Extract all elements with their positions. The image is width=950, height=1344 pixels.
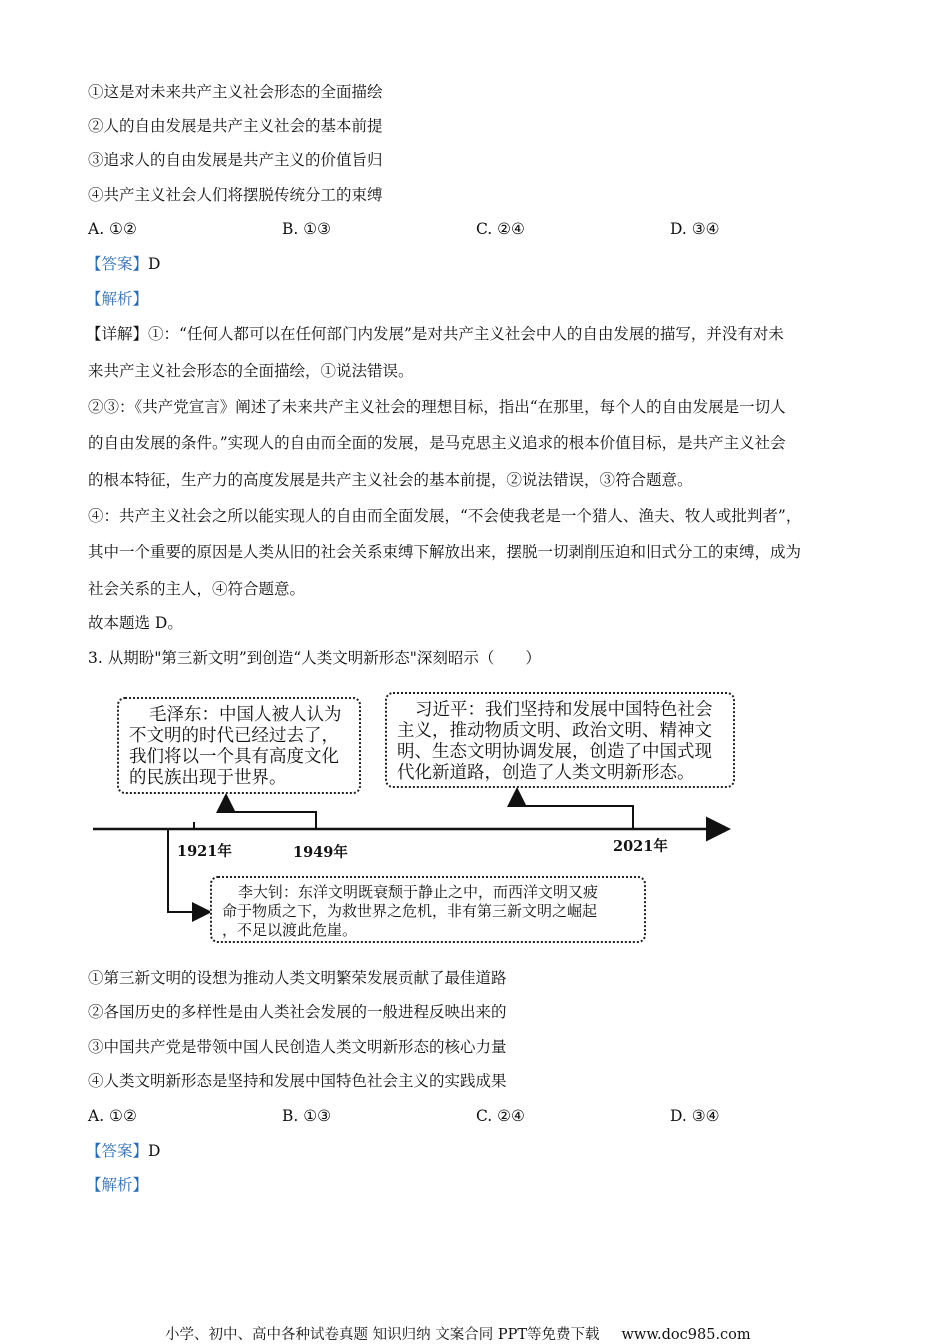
q2-conclusion: 故本题选 D。 [88, 614, 183, 632]
q2-detail-line-2: 来共产主义社会形态的全面描绘，①说法错误。 [88, 362, 414, 380]
mao-line-1: 毛泽东：中国人被人认为 [149, 705, 342, 725]
q2-statement-2: ②人的自由发展是共产主义社会的基本前提 [88, 117, 383, 135]
quote-box-mao [117, 697, 361, 794]
q2-option-b: B. ①③ [282, 220, 332, 238]
mao-line-3: 我们将以一个具有高度文化 [129, 747, 339, 767]
mao-line-4: 的民族出现于世界。 [129, 768, 287, 788]
q2-option-a: A. ①② [88, 220, 137, 238]
year-1949: 1949年 [293, 844, 348, 861]
footer-url[interactable]: www.doc985.com [621, 1327, 751, 1343]
q2-detail-line-6: ④：共产主义社会之所以能实现人的自由而全面发展，“不会使我老是一个猎人、渔夫、牧人或批判者”， [88, 507, 802, 525]
q3-option-d: D. ③④ [670, 1107, 720, 1125]
q2-detail-text-1: ①：“任何人都可以在任何部门内发展”是对共产主义社会中人的自由发展的描写，并没有对未 [148, 325, 784, 343]
li-line-3: ，不足以渡此危崖。 [222, 921, 358, 939]
q3-statement-1: ①第三新文明的设想为推动人类文明繁荣发展贡献了最佳道路 [88, 969, 507, 987]
mao-line-2: 不文明的时代已经过去了， [129, 726, 339, 746]
q2-detail-line-3: ②③：《共产党宣言》阐述了未来共产主义社会的理想目标，指出“在那里，每个人的自由发展是一切人 [88, 398, 786, 416]
q2-statement-1: ①这是对未来共产主义社会形态的全面描绘 [88, 83, 383, 101]
q2-detail-line-7: 其中一个重要的原因是人类从旧的社会关系束缚下解放出来，摆脱一切剥削压迫和旧式分工的束缚，成为 [88, 543, 802, 561]
q2-option-c: C. ②④ [476, 220, 525, 238]
q2-statement-3: ③追求人的自由发展是共产主义的价值旨归 [88, 151, 383, 169]
q3-statement-4: ④人类文明新形态是坚持和发展中国特色社会主义的实践成果 [88, 1072, 507, 1090]
li-line-2: 命于物质之下，为救世界之危机，非有第三新文明之崛起 [222, 902, 598, 920]
q2-detail-line-5: 的根本特征，生产力的高度发展是共产主义社会的基本前提，②说法错误，③符合题意。 [88, 471, 693, 489]
connector-xi [517, 791, 633, 829]
q3-statement-2: ②各国历史的多样性是由人类社会发展的一般进程反映出来的 [88, 1003, 507, 1021]
q3-answer [86, 1140, 160, 1162]
page-footer [165, 1323, 751, 1344]
q2-answer-label: 【答案】 [86, 255, 149, 273]
xi-line-4: 代化新道路，创造了人类文明新形态。 [397, 763, 695, 783]
li-line-1: 李大钊：东洋文明既衰颓于静止之中，而西洋文明又疲 [238, 883, 599, 901]
connector-mao [226, 797, 316, 829]
xi-line-3: 明、生态文明协调发展，创造了中国式现 [397, 742, 712, 762]
q3-stem: 3. 从期盼"第三新文明”到创造“人类文明新形态"深刻昭示（ ） [88, 649, 541, 667]
q2-detail-line-4: 的自由发展的条件。”实现人的自由而全面的发展，是马克思主义追求的根本价值目标，是共产主义社会 [88, 434, 786, 452]
q3-statement-3: ③中国共产党是带领中国人民创造人类文明新形态的核心力量 [88, 1038, 507, 1056]
xi-line-2: 主义，推动物质文明、政治文明、精神文 [397, 721, 712, 741]
q3-analysis-label-text: 【解析】 [86, 1176, 149, 1194]
q3-option-b: B. ①③ [282, 1107, 332, 1125]
q2-detail-label: 【详解】 [86, 325, 149, 343]
q2-analysis-label-text: 【解析】 [86, 290, 149, 308]
q2-detail-line-8: 社会关系的主人，④符合题意。 [88, 580, 306, 598]
quote-box-li [210, 876, 646, 943]
q3-answer-value: D [148, 1142, 161, 1160]
q2-answer-value: D [148, 255, 161, 273]
q3-analysis-label [86, 1174, 148, 1196]
q2-statement-4: ④共产主义社会人们将摆脱传统分工的束缚 [88, 186, 383, 204]
year-1921: 1921年 [177, 843, 232, 860]
footer-text: 小学、初中、高中各种试卷真题 知识归纳 文案合同 PPT等免费下载 [165, 1327, 600, 1343]
xi-line-1: 习近平：我们坚持和发展中国特色社会 [415, 700, 713, 720]
q3-option-c: C. ②④ [476, 1107, 525, 1125]
year-2021: 2021年 [613, 838, 668, 855]
q3-answer-label: 【答案】 [86, 1142, 149, 1160]
quote-box-xi [385, 692, 735, 788]
q2-option-d: D. ③④ [670, 220, 720, 238]
q3-option-a: A. ①② [88, 1107, 137, 1125]
